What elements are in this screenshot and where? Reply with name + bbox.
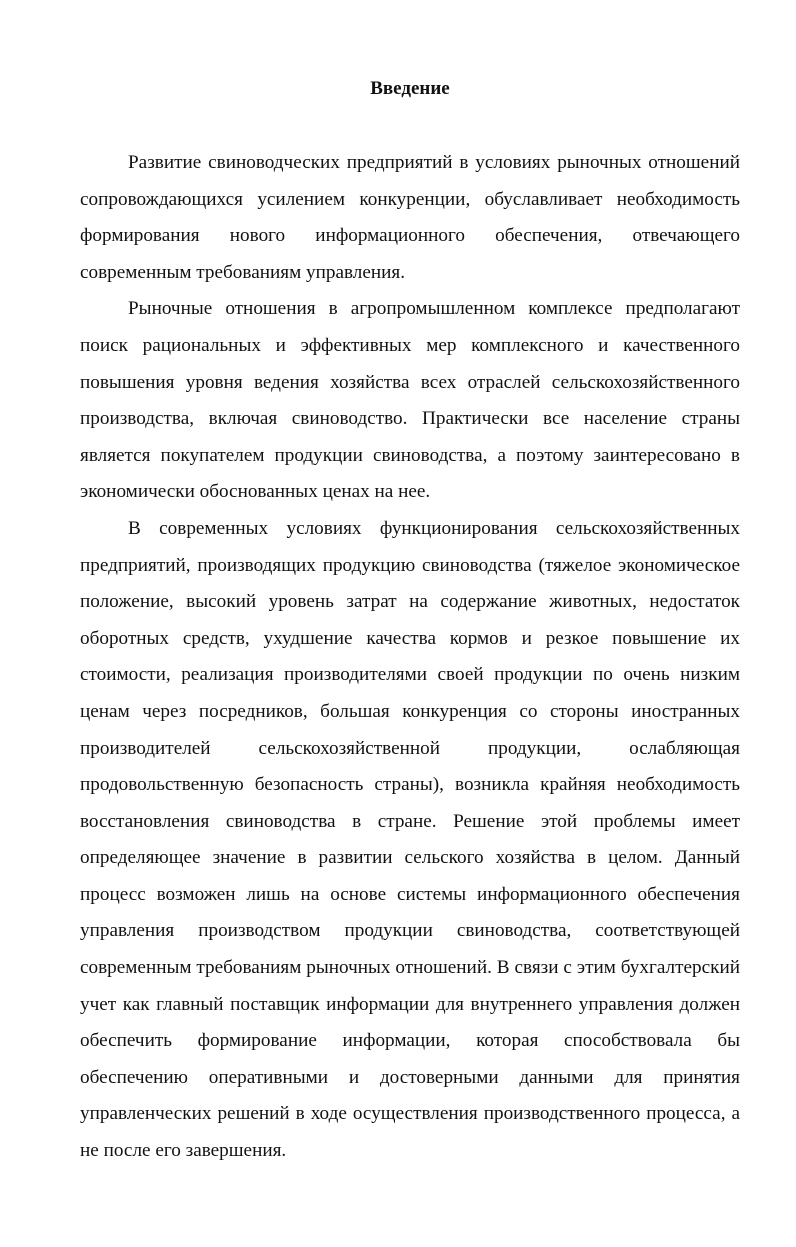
paragraph: Развитие свиноводческих предприятий в условиях рыночных отношений сопровождающихся усилением конкуренции, обуславливает необходимость формирования нового информационного обеспечения, отвечающего современным требованиям управления.: [80, 152, 740, 283]
section-heading: Введение: [370, 78, 450, 99]
paragraph: В современных условиях функционирования сельскохозяйственных предприятий, производящих продукцию свиноводства (тяжелое экономическое положение, высокий уровень затрат на содержание животных, недостаток оборотных средств, ухудшение качества кормов и резкое повышение их стоимости, реализация производителями своей продукции по очень низким ценам через посредников, большая конкуренция со стороны иностранных производителей сельскохозяйственной продукции, ослабляющая продовольственную безопасность страны), возникла крайняя необходимость восстановления свиноводства в стране. Решение этой проблемы имеет определяющее значение в развитии сельского хозяйства в целом. Данный процесс возможен лишь на основе системы информационного обеспечения управления производством продукции свиноводства, соответствующей современным требованиям рыночных отношений. В связи с этим бухгалтерский учет как главный поставщик информации для внутреннего управления должен обеспечить формирование информации, которая способствовала бы обеспечению оперативными и достоверными данными для принятия управленческих решений в ходе осуществления производственного процесса, а не после его завершения.: [80, 517, 740, 1162]
paragraph: Рыночные отношения в агропромышленном комплексе предполагают поиск рациональных и эффективных мер комплексного и качественного повышения уровня ведения хозяйства всех отраслей сельскохозяйственного производства, включая свиноводство. Практически все население страны является покупателем продукции свиноводства, а поэтому заинтересовано в экономически обоснованных ценах на нее.: [80, 298, 740, 503]
body-text: [80, 145, 740, 1170]
